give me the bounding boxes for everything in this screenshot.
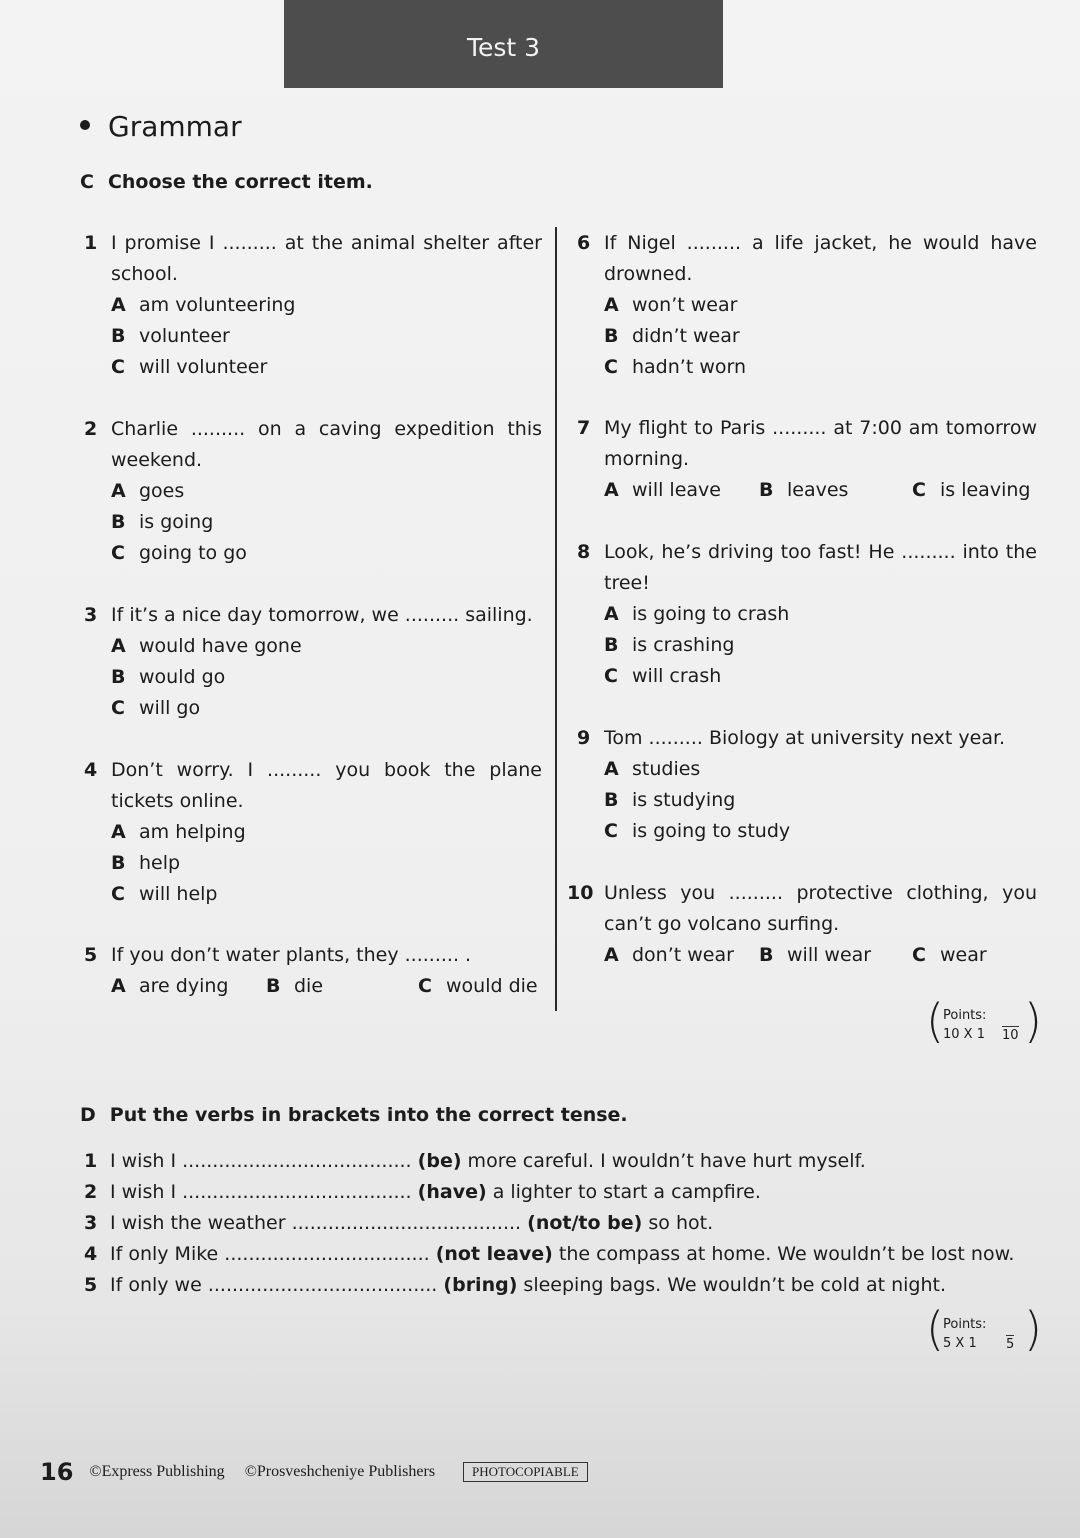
question-stem: If you don’t water plants, they ......... .: [111, 944, 472, 966]
option-letter: C: [111, 883, 125, 905]
part-c-instruction-text: Choose the correct item.: [107, 171, 373, 193]
option-a[interactable]: [604, 475, 759, 506]
option-c[interactable]: [604, 816, 1037, 847]
question-number: 3: [84, 604, 98, 626]
answer-blank[interactable]: ..................................: [224, 1243, 430, 1265]
option-text: volunteer: [139, 325, 230, 347]
part-d-instruction: [80, 1104, 628, 1126]
option-letter: B: [111, 325, 126, 347]
item-text: more careful. I wouldn’t have hurt myself.: [461, 1150, 866, 1172]
item-text: I wish the weather: [110, 1212, 292, 1234]
option-text: is studying: [632, 789, 736, 811]
question-number: 10: [567, 882, 594, 904]
option-c[interactable]: [912, 475, 1030, 506]
part-d-item-5: [84, 1270, 946, 1301]
question-6: [577, 228, 1037, 383]
question-number: 6: [577, 232, 591, 254]
option-b[interactable]: [604, 630, 1037, 661]
question-number: 8: [577, 541, 591, 563]
verb-hint: (have): [417, 1181, 487, 1203]
option-c[interactable]: [604, 352, 1037, 383]
points-formula: 5 X 1: [943, 1336, 977, 1351]
item-text: I wish I: [110, 1181, 183, 1203]
option-letter: B: [604, 634, 619, 656]
option-letter: B: [266, 975, 281, 997]
verb-hint: (not/to be): [527, 1212, 643, 1234]
option-letter: B: [759, 944, 774, 966]
question-8: [577, 537, 1037, 692]
item-text: the compass at home. We wouldn’t be lost now.: [552, 1243, 1015, 1265]
option-c[interactable]: [604, 661, 1037, 692]
option-letter: B: [604, 325, 619, 347]
test-title-banner: [284, 0, 723, 88]
option-letter: C: [912, 944, 926, 966]
option-b[interactable]: [111, 662, 542, 693]
option-letter: A: [111, 821, 126, 843]
copyright-prosveshcheniye: ©Prosveshcheniye Publishers: [244, 1463, 436, 1480]
points-label: Points:: [943, 1008, 987, 1023]
answer-blank[interactable]: ......................................: [207, 1274, 438, 1296]
option-letter: C: [604, 356, 618, 378]
part-d-instruction-text: Put the verbs in brackets into the correct tense.: [109, 1104, 628, 1126]
item-text: sleeping bags. We wouldn’t be cold at night.: [517, 1274, 947, 1296]
verb-hint: (be): [417, 1150, 462, 1172]
item-text: I wish I: [110, 1150, 183, 1172]
item-text: so hot.: [642, 1212, 714, 1234]
option-text: is going to study: [632, 820, 791, 842]
option-letter: B: [111, 852, 126, 874]
option-a[interactable]: [604, 290, 1037, 321]
question-5: [84, 940, 542, 1002]
page-footer: [40, 1458, 588, 1486]
option-letter: A: [604, 758, 619, 780]
question-number: 1: [84, 232, 98, 254]
option-text: help: [139, 852, 181, 874]
option-a[interactable]: [111, 631, 542, 662]
option-b[interactable]: [111, 507, 542, 538]
option-a[interactable]: [111, 290, 542, 321]
question-stem: Look, he’s driving too fast! He ......... into the tree!: [604, 541, 1037, 594]
option-a[interactable]: [604, 754, 1037, 785]
option-text: didn’t wear: [632, 325, 740, 347]
part-c-letter: C: [80, 171, 94, 193]
option-b[interactable]: [111, 321, 542, 352]
option-letter: B: [759, 479, 774, 501]
option-letter: B: [111, 511, 126, 533]
question-stem: Don’t worry. I ......... you book the plane tickets online.: [111, 759, 542, 812]
question-stem: Charlie ......... on a caving expedition this weekend.: [111, 418, 542, 471]
option-letter: A: [111, 294, 126, 316]
question-number: 9: [577, 727, 591, 749]
question-stem: If Nigel ......... a life jacket, he would have drowned.: [604, 232, 1037, 285]
option-letter: B: [111, 666, 126, 688]
option-b[interactable]: [604, 321, 1037, 352]
question-number: 7: [577, 417, 591, 439]
option-text: hadn’t worn: [632, 356, 746, 378]
option-text: is going: [139, 511, 214, 533]
option-text: die: [294, 975, 324, 997]
option-a[interactable]: [111, 476, 542, 507]
option-text: will help: [139, 883, 218, 905]
paren-close-icon: ): [1024, 994, 1042, 1048]
option-text: would die: [446, 975, 538, 997]
option-b[interactable]: [759, 475, 912, 506]
option-text: am helping: [139, 821, 246, 843]
item-text: If only we: [110, 1274, 208, 1296]
part-d-item-2: [84, 1177, 761, 1208]
question-number: 4: [84, 759, 98, 781]
option-letter: A: [111, 635, 126, 657]
option-text: studies: [632, 758, 701, 780]
item-text: a lighter to start a campfire.: [486, 1181, 761, 1203]
option-text: going to go: [139, 542, 247, 564]
points-box-c: [926, 994, 1042, 1052]
option-b[interactable]: [266, 971, 418, 1002]
option-letter: C: [418, 975, 432, 997]
part-d-item-1: [84, 1146, 866, 1177]
option-c[interactable]: [111, 879, 542, 910]
option-b[interactable]: [111, 848, 542, 879]
section-heading: [80, 110, 242, 143]
points-label: Points:: [943, 1317, 987, 1332]
option-text: will volunteer: [139, 356, 268, 378]
option-text: will wear: [787, 944, 872, 966]
points-formula: 10 X 1: [943, 1027, 985, 1042]
photocopiable-stamp: PHOTOCOPIABLE: [463, 1462, 588, 1482]
option-letter: A: [111, 975, 126, 997]
question-number: 5: [84, 944, 98, 966]
option-text: would go: [139, 666, 226, 688]
option-c[interactable]: [912, 940, 987, 971]
option-letter: C: [111, 697, 125, 719]
option-c[interactable]: [111, 693, 542, 724]
item-text: If only Mike: [110, 1243, 225, 1265]
option-letter: C: [912, 479, 926, 501]
option-text: is leaving: [940, 479, 1031, 501]
question-stem: Tom ......... Biology at university next year.: [604, 727, 1006, 749]
option-letter: C: [111, 542, 125, 564]
option-letter: A: [604, 294, 619, 316]
option-a[interactable]: [111, 817, 542, 848]
option-text: will leave: [632, 479, 721, 501]
item-number: 3: [84, 1212, 98, 1234]
answer-blank[interactable]: ......................................: [291, 1212, 522, 1234]
answer-blank[interactable]: ......................................: [182, 1150, 412, 1172]
part-d-item-4: [84, 1239, 1014, 1270]
item-number: 4: [84, 1243, 98, 1265]
paren-open-icon: (: [926, 994, 944, 1048]
answer-blank[interactable]: ......................................: [182, 1181, 412, 1203]
question-number: 2: [84, 418, 98, 440]
option-b[interactable]: [604, 785, 1037, 816]
option-c[interactable]: [111, 538, 542, 569]
question-10: [567, 878, 1037, 971]
option-text: will go: [139, 697, 201, 719]
option-a[interactable]: [604, 940, 759, 971]
option-text: am volunteering: [139, 294, 296, 316]
section-title-text: Grammar: [108, 110, 242, 143]
option-c[interactable]: [111, 352, 542, 383]
option-a[interactable]: [111, 971, 266, 1002]
option-text: is crashing: [632, 634, 735, 656]
option-text: is going to crash: [632, 603, 790, 625]
option-letter: A: [604, 479, 619, 501]
option-b[interactable]: [759, 940, 912, 971]
part-d-item-3: [84, 1208, 713, 1239]
test-title: Test 3: [466, 33, 541, 62]
option-a[interactable]: [604, 599, 1037, 630]
option-text: wear: [940, 944, 987, 966]
points-box-d: [926, 1302, 1042, 1360]
question-stem: Unless you ......... protective clothing, you can’t go volcano surfing.: [604, 882, 1037, 935]
option-text: leaves: [787, 479, 849, 501]
option-letter: A: [604, 944, 619, 966]
option-text: don’t wear: [632, 944, 734, 966]
question-4: [84, 755, 542, 910]
option-text: goes: [139, 480, 185, 502]
item-number: 2: [84, 1181, 98, 1203]
question-stem: If it’s a nice day tomorrow, we ......... sailing.: [111, 604, 533, 626]
part-c-instruction: [80, 171, 373, 193]
bullet-icon: [80, 120, 90, 130]
option-letter: C: [604, 820, 618, 842]
item-number: 1: [84, 1150, 98, 1172]
option-letter: C: [111, 356, 125, 378]
option-letter: A: [604, 603, 619, 625]
page-number: 16: [40, 1458, 74, 1486]
item-number: 5: [84, 1274, 98, 1296]
column-divider: [555, 227, 557, 1011]
paren-close-icon: ): [1024, 1302, 1042, 1356]
question-stem: I promise I ......... at the animal shelter after school.: [111, 232, 542, 285]
option-letter: A: [111, 480, 126, 502]
option-text: won’t wear: [632, 294, 738, 316]
question-3: [84, 600, 542, 724]
option-letter: C: [604, 665, 618, 687]
points-total: 5: [1006, 1337, 1015, 1352]
option-text: would have gone: [139, 635, 302, 657]
verb-hint: (bring): [443, 1274, 518, 1296]
question-2: [84, 414, 542, 569]
option-letter: B: [604, 789, 619, 811]
option-text: will crash: [632, 665, 722, 687]
option-c[interactable]: [418, 971, 538, 1002]
points-total: 10: [1002, 1028, 1019, 1043]
copyright-express: ©Express Publishing: [89, 1463, 225, 1480]
part-d-letter: D: [80, 1104, 96, 1126]
question-1: [84, 228, 542, 383]
option-text: are dying: [139, 975, 229, 997]
question-7: [577, 413, 1037, 506]
question-9: [577, 723, 1037, 847]
paren-open-icon: (: [926, 1302, 944, 1356]
verb-hint: (not leave): [435, 1243, 553, 1265]
question-stem: My flight to Paris ......... at 7:00 am tomorrow morning.: [604, 417, 1037, 470]
